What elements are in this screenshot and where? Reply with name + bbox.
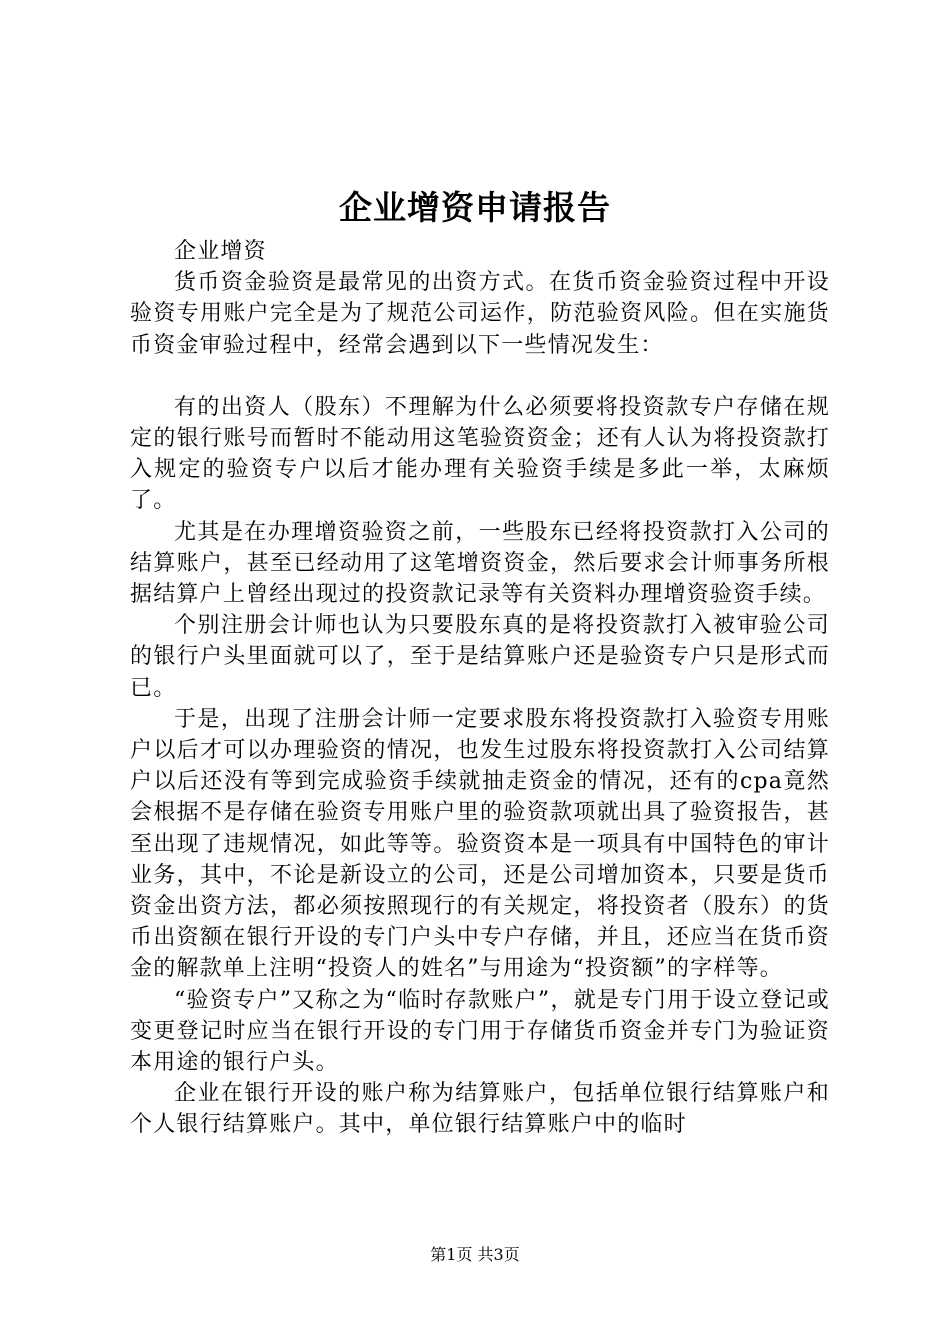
paragraph-4: 尤其是在办理增资验资之前，一些股东已经将投资款打入公司的结算账户，甚至已经动用了这笔增资资金，然后要求会计师事务所根据结算户上曾经出现过的投资款记录等有关资料办理增资验资手续。 xyxy=(130,519,830,608)
page-title: 企业增资申请报告 xyxy=(339,188,611,227)
document-body xyxy=(130,236,830,1141)
paragraph-6: 于是，出现了注册会计师一定要求股东将投资款打入验资专用账户以后才可以办理验资的情况，也发生过股东将投资款打入公司结算户以后还没有等到完成验资手续就抽走资金的情况，还有的cpa竟然会根据不是存储在验资专用账户里的验资款项就出具了验资报告，甚至出现了违规情况，如此等等。验资资本是一项具有中国特色的审计业务，其中，不论是新设立的公司，还是公司增加资本，只要是货币资金出资方法，都必须按照现行的有关规定，将投资者（股东）的货币出资额在银行开设的专门户头中专户存储，并且，还应当在货币资金的解款单上注明“投资人的姓名”与用途为“投资额”的字样等。 xyxy=(130,706,830,982)
paragraph-3: 有的出资人（股东）不理解为什么必须要将投资款专户存储在规定的银行账号而暂时不能动用这笔验资资金；还有人认为将投资款打入规定的验资专户以后才能办理有关验资手续是多此一举，太麻烦了。 xyxy=(130,394,830,514)
paragraph-1: 企业增资 xyxy=(174,239,267,264)
paragraph-2: 货币资金验资是最常见的出资方式。在货币资金验资过程中开设验资专用账户完全是为了规范公司运作，防范验资风险。但在实施货币资金审验过程中，经常会遇到以下一些情况发生： xyxy=(130,270,830,358)
paragraph-8: 企业在银行开设的账户称为结算账户，包括单位银行结算账户和个人银行结算账户。其中，单位银行结算账户中的临时 xyxy=(130,1081,830,1138)
page-number: 第1页 共3页 xyxy=(430,1245,520,1264)
paragraph-7: “验资专户”又称之为“临时存款账户”，就是专门用于设立登记或变更登记时应当在银行开设的专门用于存储货币资金并专门为验证资本用途的银行户头。 xyxy=(130,987,830,1076)
paragraph-5: 个别注册会计师也认为只要股东真的是将投资款打入被审验公司的银行户头里面就可以了，至于是结算账户还是验资专户只是形式而已。 xyxy=(130,613,830,701)
